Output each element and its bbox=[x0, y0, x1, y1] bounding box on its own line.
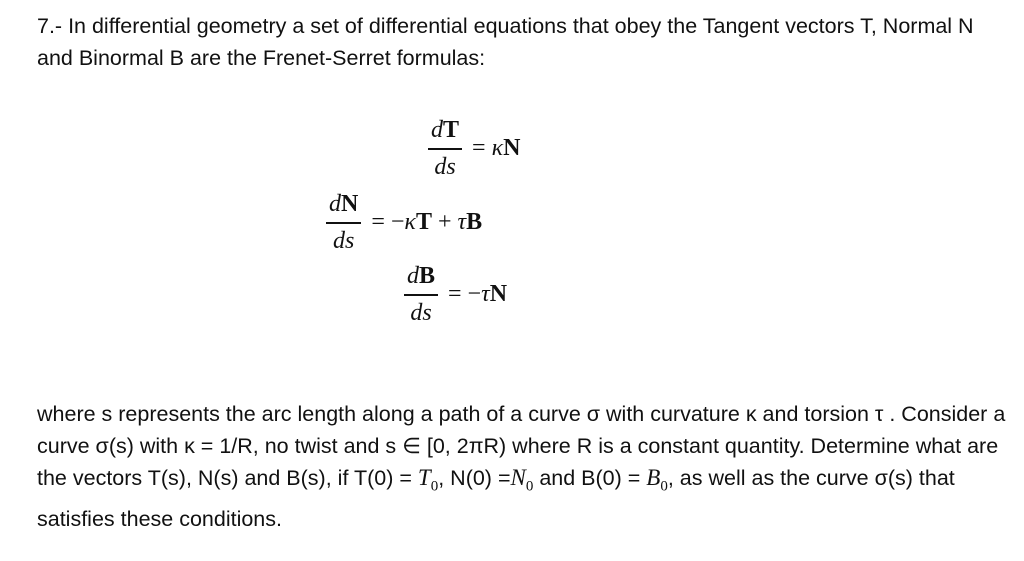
fraction-bar bbox=[428, 148, 462, 150]
problem-statement-intro: 7.- In differential geometry a set of differential equations that obey the Tangent vectors T, Normal N and Binormal B are the Frenet-Serret formulas: bbox=[37, 14, 974, 70]
fraction-numerator: dN bbox=[329, 191, 359, 217]
B0-symbol: $B_0$ bbox=[646, 465, 668, 495]
equation-rhs: = κN bbox=[472, 134, 521, 161]
fraction-numerator: dT bbox=[431, 117, 460, 143]
T0-symbol: $T_0$ bbox=[417, 465, 439, 495]
fraction-dB-ds bbox=[404, 262, 438, 327]
fraction-denominator: ds bbox=[434, 153, 456, 180]
frenet-equation-dT bbox=[428, 116, 520, 181]
fraction-dT-ds bbox=[428, 116, 462, 181]
equation-rhs: = −κT + τB bbox=[371, 208, 483, 235]
fraction-numerator: dB bbox=[407, 263, 436, 289]
equation-rhs: = −τN bbox=[448, 280, 508, 307]
fraction-denominator: ds bbox=[410, 299, 432, 326]
fraction-denominator: ds bbox=[333, 227, 355, 254]
frenet-equation-dN bbox=[326, 190, 482, 255]
fraction-bar bbox=[404, 294, 438, 296]
N0-symbol: $N_0$ bbox=[510, 465, 534, 495]
frenet-equation-dB bbox=[404, 262, 507, 327]
fraction-bar bbox=[326, 222, 361, 224]
problem-statement-conditions: where s represents the arc length along a path of a curve σ with curvature κ and torsion τ . Consider a curve σ(s) with κ = 1/R, no twist and s ∈ [0, 2πR) where R is a constant quantity. Determine what are the vectors T(s), N(s) and B(s), if $T(0) = T_0$, $N(0) =N_0$ and $B(0) = B_0$, as well as the curve σ(s) that satisfies these conditions. bbox=[37, 402, 1006, 531]
fraction-dN-ds bbox=[326, 190, 361, 255]
